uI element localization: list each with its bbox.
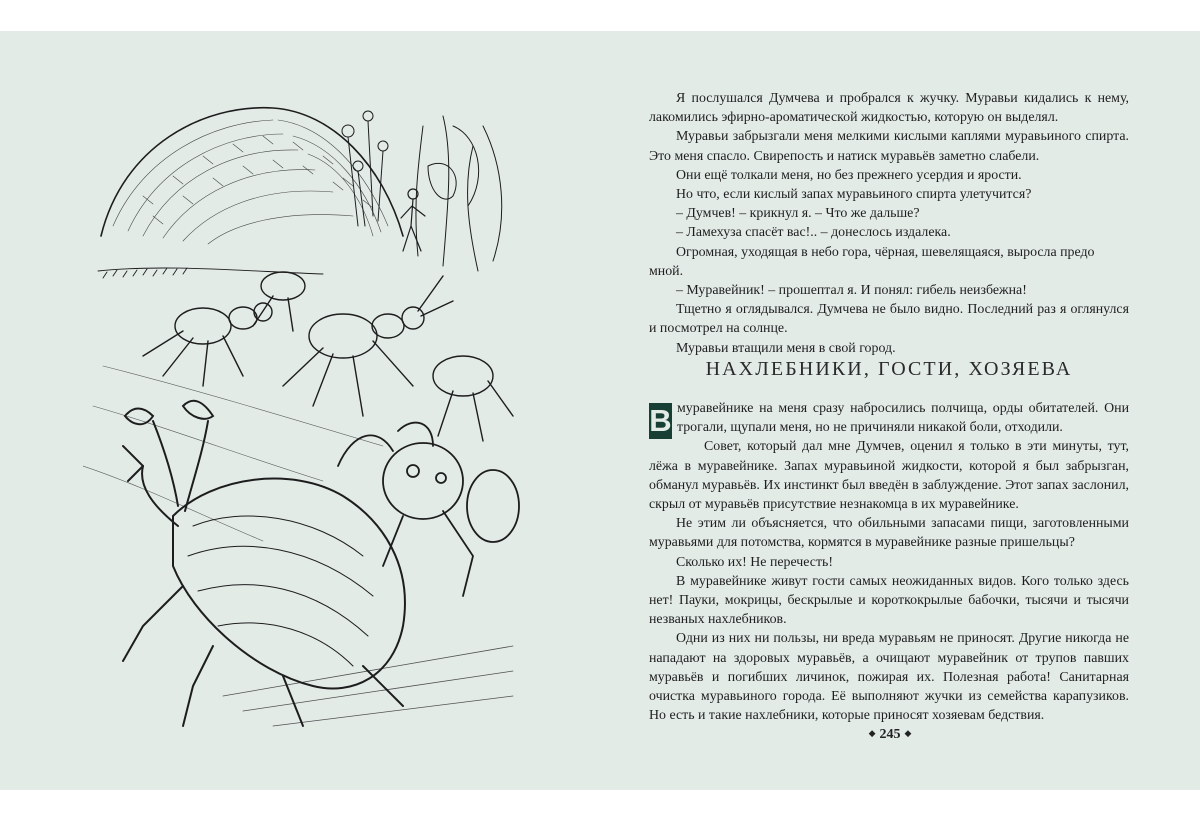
- paragraph: Муравьи втащили меня в свой город.: [676, 340, 896, 356]
- first-paragraph-text: муравейнике на меня сразу набросились полчища, орды обитателей. Они трогали, щупали меня, но не причиняли никакой боли, отходили.: [677, 401, 1129, 436]
- paragraph: Огромная, уходящая в небо гора, чёрная, шевелящаяся, выросла предо мной.: [649, 244, 1095, 279]
- paragraph: – Ламехуза спасёт вас!.. – донеслось издалека.: [676, 225, 951, 241]
- dropcap: В: [649, 403, 672, 438]
- paragraph: Но что, если кислый запах муравьиного спирта улетучится?: [676, 187, 1032, 203]
- paragraph: Не этим ли объясняется, что обильными запасами пищи, заготовленными муравьями для потомства, кормятся в муравейнике разные пришельцы?: [649, 516, 1129, 551]
- book-spread: [0, 31, 1200, 790]
- paragraph: Сколько их! Не перечесть!: [676, 554, 834, 570]
- page-number-value: 245: [879, 727, 901, 742]
- paragraph: В муравейнике живут гости самых неожиданных видов. Кого только здесь нет! Пауки, мокрицы, бескрылые и короткокрылые бабочки, тысячи и тысячи незваных нахлебников.: [649, 573, 1129, 628]
- top-text-block: [649, 89, 1129, 358]
- paragraph: – Муравейник! – прошептал я. И понял: гибель неизбежна!: [676, 283, 1027, 299]
- paragraph: Они ещё толкали меня, но без прежнего усердия и ярости.: [676, 167, 1022, 183]
- page-number: [840, 727, 940, 743]
- paragraph: Одни из них ни пользы, ни вреда муравьям не приносят. Другие никогда не нападают на здоровых муравьёв, а очищают муравейник от трупов павших муравьёв и погибших личинок, пожирая их. Полезная работа! Санитарная очистка муравьиного города. Её выполняют жучки из семейства карапузиков. Но есть и такие нахлебники, которые приносят хозяевам бедствия.: [649, 631, 1129, 724]
- paragraph: Муравьи забрызгали меня мелкими кислыми каплями муравьиного спирта. Это меня спасло. Свирепость и натиск муравьёв заметно слабели.: [649, 129, 1129, 164]
- illustration-ants-and-beetle: [83, 86, 520, 736]
- diamond-ornament-icon: ◆: [904, 728, 912, 738]
- paragraph: – Думчев! – крикнул я. – Что же дальше?: [676, 206, 920, 222]
- chapter-title: НАХЛЕБНИКИ, ГОСТИ, ХОЗЯЕВА: [705, 358, 1073, 380]
- paragraph: Я послушался Думчева и пробрался к жучку. Муравьи кидались к нему, лакомились эфирно-ароматической жидкостью, которую он выделял.: [649, 91, 1129, 126]
- chapter-text-block: [649, 399, 1129, 725]
- diamond-ornament-icon: ◆: [868, 728, 876, 738]
- first-paragraph: [649, 399, 1129, 437]
- paragraph: Совет, который дал мне Думчев, оценил я только в эти минуты, тут, лёжа в муравейнике. Запах муравьиной жидкости, которой я был забрызган, обманул муравьёв. Их инстинкт был введён в заблуждение. Этот запах заслонил, скрыл от муравьёв присутствие незнакомца в их муравейнике.: [649, 439, 1129, 513]
- paragraph: Тщетно я оглядывался. Думчева не было видно. Последний раз я оглянулся и посмотрел на солнце.: [649, 302, 1129, 337]
